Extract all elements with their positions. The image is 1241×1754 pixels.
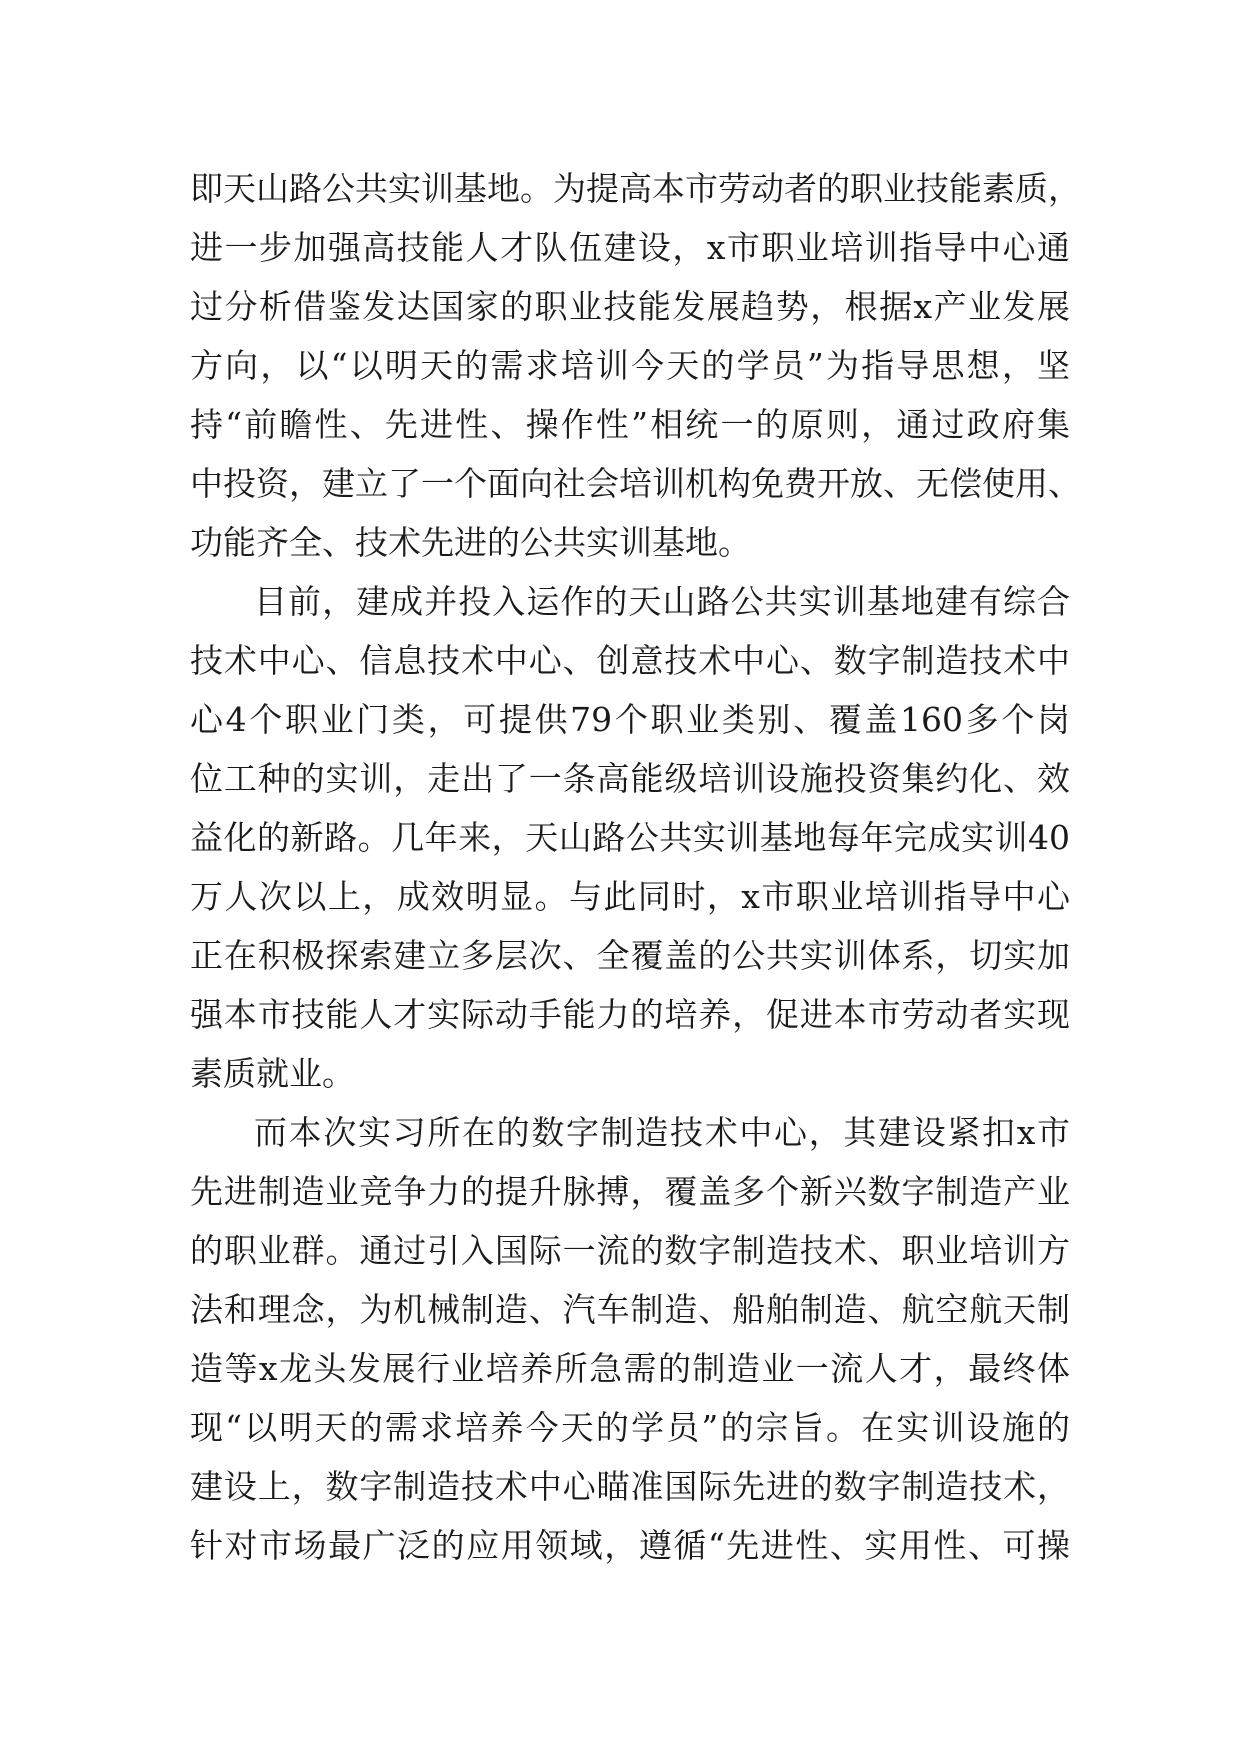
text-line-14: 正在积极探索建立多层次、全覆盖的公共实训体系，切实加: [190, 936, 1070, 975]
text-line-15: 强本市技能人才实际动手能力的培养，促进本市劳动者实现: [190, 995, 1070, 1034]
text-line-2: 进一步加强高技能人才队伍建设，x市职业培训指导中心通: [190, 228, 1070, 267]
text-line-20: 法和理念，为机械制造、汽车制造、船舶制造、航空航天制: [190, 1290, 1070, 1329]
text-line-3: 过分析借鉴发达国家的职业技能发展趋势，根据x产业发展: [190, 287, 1070, 326]
text-line-17: 而本次实习所在的数字制造技术中心，其建设紧扣x市: [254, 1113, 1070, 1152]
text-line-16: 素质就业。: [190, 1054, 355, 1093]
text-line-4: 方向，以“以明天的需求培训今天的学员”为指导思想，坚: [190, 346, 1070, 385]
text-line-5: 持“前瞻性、先进性、操作性”相统一的原则，通过政府集: [190, 405, 1070, 444]
text-line-18: 先进制造业竞争力的提升脉搏，覆盖多个新兴数字制造产业: [190, 1172, 1070, 1211]
text-line-10: 心4个职业门类，可提供79个职业类别、覆盖160多个岗: [190, 700, 1070, 739]
text-line-21: 造等x龙头发展行业培养所急需的制造业一流人才，最终体: [190, 1349, 1070, 1388]
text-line-12: 益化的新路。几年来，天山路公共实训基地每年完成实训40: [190, 818, 1070, 857]
text-line-1: 即天山路公共实训基地。为提高本市劳动者的职业技能素质，: [190, 169, 1081, 208]
text-line-23: 建设上，数字制造技术中心瞄准国际先进的数字制造技术，: [190, 1467, 1070, 1506]
body-text: [190, 159, 1081, 1575]
text-line-24: 针对市场最广泛的应用领域，遵循“先进性、实用性、可操: [190, 1526, 1070, 1565]
text-line-13: 万人次以上，成效明显。与此同时，x市职业培训指导中心: [190, 877, 1070, 916]
text-line-8: 目前，建成并投入运作的天山路公共实训基地建有综合: [254, 582, 1070, 621]
text-line-22: 现“以明天的需求培养今天的学员”的宗旨。在实训设施的: [190, 1408, 1070, 1447]
text-line-7: 功能齐全、技术先进的公共实训基地。: [190, 523, 751, 562]
text-line-9: 技术中心、信息技术中心、创意技术中心、数字制造技术中: [190, 641, 1070, 680]
text-line-19: 的职业群。通过引入国际一流的数字制造技术、职业培训方: [190, 1231, 1070, 1270]
text-line-6: 中投资，建立了一个面向社会培训机构免费开放、无偿使用、: [190, 464, 1081, 503]
text-line-11: 位工种的实训，走出了一条高能级培训设施投资集约化、效: [190, 759, 1070, 798]
